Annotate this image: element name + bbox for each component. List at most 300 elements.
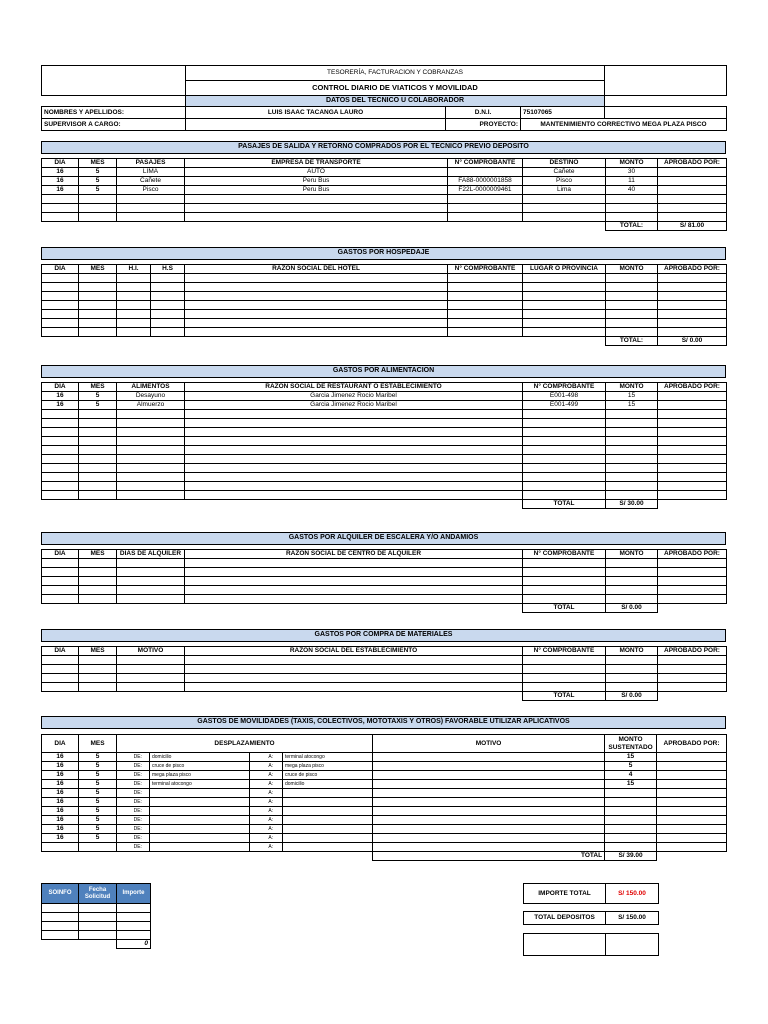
table-cell: AUTO — [185, 168, 448, 177]
total-depositos-value: S/ 150.00 — [606, 912, 659, 925]
hospedaje-column-header: N° COMPROBANTE — [448, 265, 523, 274]
motivo-cell — [373, 834, 605, 843]
mes-cell: 5 — [79, 753, 117, 762]
table-cell — [523, 310, 606, 319]
table-cell — [658, 319, 727, 328]
table-row — [42, 789, 727, 798]
table-cell — [117, 310, 151, 319]
pasajes-column-header: DIA — [42, 159, 79, 168]
table-cell — [523, 586, 606, 595]
de-label: DE: — [127, 762, 150, 771]
a-label: A: — [260, 753, 283, 762]
table-row — [42, 559, 727, 568]
table-cell — [117, 559, 185, 568]
table-row — [42, 762, 727, 771]
table-cell — [658, 464, 727, 473]
escalera-total-label: TOTAL — [523, 604, 606, 613]
a-label: A: — [260, 825, 283, 834]
movilidades-total-label: TOTAL — [373, 852, 605, 861]
table-row — [42, 595, 727, 604]
table-cell — [523, 464, 606, 473]
origin-cell — [150, 789, 250, 798]
table-cell: Pisco — [523, 177, 606, 186]
escalera-column-header: APROBADO POR: — [658, 550, 727, 559]
monto-cell — [605, 789, 657, 798]
mes-cell: 5 — [79, 798, 117, 807]
destination-cell: terminal atocongo — [283, 753, 373, 762]
table-cell — [658, 577, 727, 586]
table-cell — [42, 301, 79, 310]
destination-cell — [283, 816, 373, 825]
materiales-table — [41, 646, 727, 701]
dia-cell: 16 — [42, 780, 79, 789]
table-cell — [523, 328, 606, 337]
table-row — [42, 780, 727, 789]
table-cell — [151, 274, 185, 283]
table-cell — [79, 665, 117, 674]
table-cell — [42, 292, 79, 301]
dia-cell: 16 — [42, 834, 79, 843]
table-cell: Cañete — [523, 168, 606, 177]
a-label: A: — [260, 771, 283, 780]
table-cell — [606, 674, 658, 683]
pasajes-total-label: TOTAL: — [606, 222, 658, 231]
alimentacion-column-header: MONTO — [606, 383, 658, 392]
table-cell — [42, 274, 79, 283]
table-cell — [117, 464, 185, 473]
table-cell — [523, 491, 606, 500]
table-cell — [42, 683, 79, 692]
table-cell — [117, 595, 185, 604]
alimentacion-column-header: RAZON SOCIAL DE RESTAURANT O ESTABLECIMIENTO — [185, 383, 523, 392]
motivo-cell — [373, 753, 605, 762]
destination-cell: domicilio — [283, 780, 373, 789]
mes-cell: 5 — [79, 780, 117, 789]
table-cell — [79, 419, 117, 428]
table-cell — [185, 568, 523, 577]
table-row — [42, 674, 727, 683]
alimentacion-total-value: S/ 30.00 — [606, 500, 658, 509]
table-row — [42, 577, 727, 586]
table-cell — [606, 595, 658, 604]
table-cell: 40 — [606, 186, 658, 195]
table-cell — [606, 559, 658, 568]
table-cell — [658, 683, 727, 692]
motivo-cell — [373, 789, 605, 798]
destination-cell: mega plaza pisco — [283, 762, 373, 771]
table-cell — [185, 577, 523, 586]
dia-cell: 16 — [42, 789, 79, 798]
table-row — [42, 328, 727, 337]
table-row — [42, 568, 727, 577]
table-cell — [79, 586, 117, 595]
table-cell — [658, 213, 727, 222]
hospedaje-column-header: H.I. — [117, 265, 151, 274]
table-cell — [523, 283, 606, 292]
a-label: A: — [260, 780, 283, 789]
table-cell — [523, 656, 606, 665]
table-cell: 5 — [79, 177, 117, 186]
monto-cell — [605, 843, 657, 852]
table-cell — [658, 473, 727, 482]
table-cell: 11 — [606, 177, 658, 186]
table-cell — [185, 473, 523, 482]
table-cell — [42, 595, 79, 604]
origin-cell — [150, 798, 250, 807]
table-cell — [658, 392, 727, 401]
hospedaje-column-header: APROBADO POR: — [658, 265, 727, 274]
materiales-column-header: DIA — [42, 647, 79, 656]
collaborator-section-title: DATOS DEL TECNICO U COLABORADOR — [186, 96, 605, 107]
table-cell — [606, 437, 658, 446]
table-row — [42, 401, 727, 410]
mes-cell: 5 — [79, 762, 117, 771]
motivo-cell — [373, 807, 605, 816]
table-cell — [658, 428, 727, 437]
table-cell — [117, 577, 185, 586]
table-cell — [151, 328, 185, 337]
alimentacion-column-header: MES — [79, 383, 117, 392]
table-cell — [117, 491, 185, 500]
table-cell — [606, 292, 658, 301]
table-cell — [79, 328, 117, 337]
table-cell — [42, 310, 79, 319]
destination-cell — [283, 789, 373, 798]
table-cell: Almuerzo — [117, 401, 185, 410]
table-cell — [448, 319, 523, 328]
importe-header: Importe — [117, 884, 151, 904]
escalera-column-header: DIA — [42, 550, 79, 559]
supervisor-label: SUPERVISOR A CARGO: — [42, 119, 186, 131]
table-cell — [117, 568, 185, 577]
table-cell — [185, 656, 523, 665]
table-cell — [42, 577, 79, 586]
monto-cell — [605, 816, 657, 825]
table-cell — [606, 328, 658, 337]
table-cell: E001-498 — [523, 392, 606, 401]
alimentacion-column-header: APROBADO POR: — [658, 383, 727, 392]
monto-cell: 5 — [605, 762, 657, 771]
total-depositos-box — [523, 911, 658, 925]
table-cell — [117, 656, 185, 665]
table-cell — [606, 274, 658, 283]
monto-cell — [605, 825, 657, 834]
monto-cell — [605, 807, 657, 816]
pasajes-column-header: MES — [79, 159, 117, 168]
hospedaje-table — [41, 264, 727, 346]
table-cell — [79, 301, 117, 310]
table-row — [42, 482, 727, 491]
table-cell — [185, 310, 448, 319]
table-cell — [523, 195, 606, 204]
table-cell — [79, 473, 117, 482]
importe-total-value: S/ 150.00 — [606, 884, 659, 904]
table-cell — [185, 595, 523, 604]
dia-cell: 16 — [42, 753, 79, 762]
table-row — [42, 753, 727, 762]
table-cell — [117, 482, 185, 491]
table-cell: 16 — [42, 392, 79, 401]
a-label: A: — [260, 807, 283, 816]
origin-cell — [150, 807, 250, 816]
table-cell — [523, 446, 606, 455]
hospedaje-column-header: DIA — [42, 265, 79, 274]
movilidades-section — [41, 716, 726, 861]
table-cell — [42, 586, 79, 595]
table-cell: Peru Bus — [185, 177, 448, 186]
movilidades-title: GASTOS DE MOVILIDADES (TAXIS, COLECTIVOS, MOTOTAXIS Y OTROS) FAVORABLE UTILIZAR APLICATIVOS — [41, 716, 726, 729]
table-cell — [42, 473, 79, 482]
table-row — [42, 437, 727, 446]
motivo-cell — [373, 816, 605, 825]
table-cell — [448, 195, 523, 204]
alimentacion-table — [41, 382, 727, 509]
origin-cell — [150, 843, 250, 852]
soinfo-header: SOINFO — [42, 884, 79, 904]
movilidades-column-header: MONTO SUSTENTADO — [605, 735, 657, 753]
table-row — [42, 428, 727, 437]
table-cell — [117, 410, 185, 419]
table-cell — [117, 683, 185, 692]
table-row — [42, 491, 727, 500]
table-cell — [448, 310, 523, 319]
table-row — [42, 807, 727, 816]
pasajes-column-header: PASAJES — [117, 159, 185, 168]
mes-cell: 5 — [79, 789, 117, 798]
table-cell: 15 — [606, 392, 658, 401]
table-cell — [117, 473, 185, 482]
table-cell — [658, 401, 727, 410]
table-row — [42, 419, 727, 428]
table-cell — [523, 419, 606, 428]
motivo-cell — [373, 771, 605, 780]
table-cell — [79, 274, 117, 283]
table-cell — [658, 586, 727, 595]
table-row — [42, 195, 727, 204]
table-cell — [42, 437, 79, 446]
pasajes-column-header: EMPRESA DE TRANSPORTE — [185, 159, 448, 168]
table-cell — [42, 568, 79, 577]
table-cell — [658, 204, 727, 213]
monto-cell: 15 — [605, 753, 657, 762]
table-cell: 5 — [79, 186, 117, 195]
table-cell — [79, 577, 117, 586]
table-cell — [117, 292, 151, 301]
dni-value: 75107065 — [521, 107, 605, 119]
de-label: DE: — [127, 789, 150, 798]
table-cell — [117, 274, 151, 283]
table-cell — [79, 491, 117, 500]
name-value: LUIS ISAAC TACANGA LAURO — [186, 107, 446, 119]
table-cell — [606, 319, 658, 328]
motivo-cell — [373, 780, 605, 789]
table-cell — [658, 310, 727, 319]
table-cell — [42, 656, 79, 665]
table-cell — [117, 213, 185, 222]
table-cell — [606, 473, 658, 482]
origin-cell — [150, 816, 250, 825]
table-cell — [185, 455, 523, 464]
table-cell — [658, 559, 727, 568]
table-cell — [658, 292, 727, 301]
de-label: DE: — [127, 843, 150, 852]
table-cell — [448, 204, 523, 213]
table-cell — [42, 428, 79, 437]
table-row — [42, 455, 727, 464]
table-cell — [606, 568, 658, 577]
dia-cell — [42, 843, 79, 852]
table-cell — [606, 428, 658, 437]
a-label: A: — [260, 789, 283, 798]
mes-cell — [79, 843, 117, 852]
hospedaje-column-header: H.S — [151, 265, 185, 274]
table-cell — [185, 419, 523, 428]
table-row — [42, 825, 727, 834]
table-cell: 16 — [42, 177, 79, 186]
origin-cell: terminal atocongo — [150, 780, 250, 789]
table-cell: Desayuno — [117, 392, 185, 401]
table-cell — [79, 482, 117, 491]
mes-cell: 5 — [79, 816, 117, 825]
table-cell — [658, 274, 727, 283]
table-cell — [79, 437, 117, 446]
table-cell — [42, 559, 79, 568]
de-label: DE: — [127, 771, 150, 780]
materiales-column-header: MOTIVO — [117, 647, 185, 656]
table-cell — [185, 428, 523, 437]
pasajes-column-header: N° COMPROBANTE — [448, 159, 523, 168]
dni-label: D.N.I. — [446, 107, 521, 119]
pasajes-column-header: MONTO — [606, 159, 658, 168]
mes-cell: 5 — [79, 834, 117, 843]
dia-cell: 16 — [42, 762, 79, 771]
table-cell — [151, 310, 185, 319]
origin-cell: mega plaza pisco — [150, 771, 250, 780]
destination-cell — [283, 834, 373, 843]
table-cell — [151, 292, 185, 301]
table-cell — [79, 292, 117, 301]
table-cell: Cañete — [117, 177, 185, 186]
table-cell — [79, 446, 117, 455]
table-cell — [185, 204, 448, 213]
table-row — [42, 656, 727, 665]
de-label: DE: — [127, 798, 150, 807]
table-cell — [79, 213, 117, 222]
table-row — [42, 319, 727, 328]
table-cell — [523, 292, 606, 301]
project-label: PROYECTO: — [446, 119, 521, 131]
total-depositos-label: TOTAL DEPOSITOS — [524, 912, 606, 925]
table-row — [42, 301, 727, 310]
table-cell — [658, 283, 727, 292]
table-cell — [658, 410, 727, 419]
table-cell — [79, 283, 117, 292]
escalera-column-header: DIAS DE ALQUILER — [117, 550, 185, 559]
dia-cell: 16 — [42, 771, 79, 780]
table-cell — [523, 428, 606, 437]
materiales-column-header: MONTO — [606, 647, 658, 656]
table-cell — [42, 419, 79, 428]
table-row — [42, 186, 727, 195]
table-row — [42, 168, 727, 177]
pasajes-title: PASAJES DE SALIDA Y RETORNO COMPRADOS POR EL TECNICO PREVIO DEPOSITO — [41, 141, 726, 154]
table-cell — [79, 455, 117, 464]
table-cell — [658, 186, 727, 195]
escalera-column-header: MONTO — [606, 550, 658, 559]
table-row — [42, 771, 727, 780]
table-cell — [42, 319, 79, 328]
table-row — [42, 410, 727, 419]
pasajes-section — [41, 141, 726, 231]
motivo-cell — [373, 762, 605, 771]
table-cell — [448, 283, 523, 292]
table-cell — [185, 319, 448, 328]
table-cell — [606, 482, 658, 491]
escalera-title: GASTOS POR ALQUILER DE ESCALERA Y/O ANDAMIOS — [41, 532, 726, 545]
table-cell — [606, 683, 658, 692]
table-cell — [185, 586, 523, 595]
table-cell — [79, 674, 117, 683]
table-cell — [151, 283, 185, 292]
table-cell — [523, 568, 606, 577]
materiales-total-value: S/ 0.00 — [606, 692, 658, 701]
table-cell — [523, 473, 606, 482]
table-cell — [658, 595, 727, 604]
table-row — [42, 586, 727, 595]
table-row — [42, 446, 727, 455]
table-cell — [79, 319, 117, 328]
table-cell: 5 — [79, 401, 117, 410]
de-label: DE: — [127, 780, 150, 789]
table-cell — [117, 319, 151, 328]
alimentacion-column-header: N° COMPROBANTE — [523, 383, 606, 392]
a-label: A: — [260, 762, 283, 771]
table-row — [42, 683, 727, 692]
alimentacion-column-header: ALIMENTOS — [117, 383, 185, 392]
table-cell — [658, 446, 727, 455]
table-cell — [523, 213, 606, 222]
table-cell — [606, 455, 658, 464]
table-row — [42, 665, 727, 674]
table-cell — [185, 446, 523, 455]
table-cell — [523, 319, 606, 328]
table-cell: 5 — [79, 392, 117, 401]
table-cell — [658, 455, 727, 464]
table-cell — [658, 437, 727, 446]
table-row — [42, 798, 727, 807]
monto-cell: 4 — [605, 771, 657, 780]
table-cell — [523, 595, 606, 604]
table-cell — [79, 568, 117, 577]
table-cell: Peru Bus — [185, 186, 448, 195]
escalera-column-header: MES — [79, 550, 117, 559]
table-cell — [185, 328, 448, 337]
document-title: CONTROL DIARIO DE VIATICOS Y MOVILIDAD — [186, 81, 605, 96]
table-cell — [117, 195, 185, 204]
table-cell — [42, 410, 79, 419]
de-label: DE: — [127, 834, 150, 843]
origin-cell: domicilio — [150, 753, 250, 762]
de-label: DE: — [127, 825, 150, 834]
soinfo-sum: 0 — [117, 940, 151, 949]
table-cell: 5 — [79, 168, 117, 177]
table-cell — [117, 665, 185, 674]
table-cell — [658, 168, 727, 177]
table-row — [42, 283, 727, 292]
alimentacion-section — [41, 365, 726, 509]
table-cell — [185, 674, 523, 683]
origin-cell — [150, 834, 250, 843]
